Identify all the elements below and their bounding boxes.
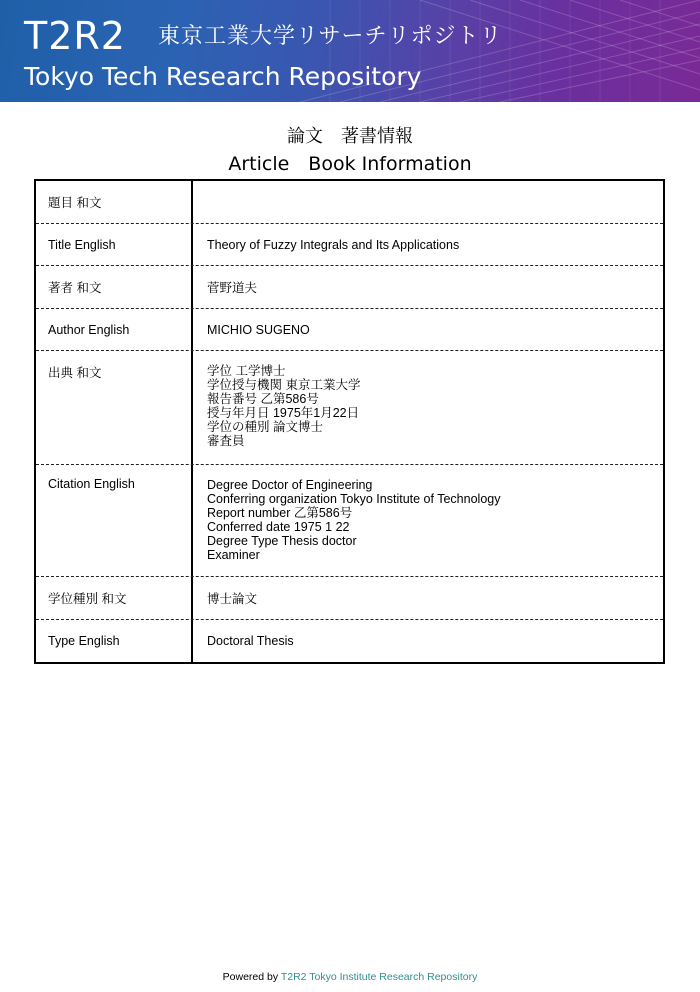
value-line: Degree Type Thesis doctor	[207, 534, 357, 548]
table-row	[36, 224, 663, 266]
row-value	[193, 465, 663, 576]
footer	[0, 970, 700, 984]
row-value	[193, 181, 663, 223]
row-label: 学位種別 和文	[36, 577, 193, 619]
row-value: 菅野道夫	[207, 281, 258, 295]
footer-prefix: Powered by	[222, 971, 281, 983]
value-line: 学位の種別 論文博士	[207, 420, 323, 434]
value-line: Conferred date 1975 1 22	[207, 520, 350, 534]
footer-repository-link[interactable]: T2R2 Tokyo Institute Research Repository	[280, 971, 478, 983]
row-value: Doctoral Thesis	[207, 634, 294, 648]
value-line: 学位 工学博士	[207, 364, 286, 378]
row-label: Citation English	[36, 465, 193, 576]
table-row	[36, 309, 663, 351]
t2r2-logo: T2R2	[24, 14, 126, 58]
value-line: Conferring organization Tokyo Institute of Technology	[207, 492, 501, 506]
page-title-jp: 論文 著書情報	[287, 126, 413, 147]
repository-name-jp: 東京工業大学リサーチリポジトリ	[158, 24, 503, 49]
table-row	[36, 577, 663, 620]
value-line: 学位授与機関 東京工業大学	[207, 378, 361, 392]
row-label: Author English	[36, 309, 193, 350]
table-row	[36, 266, 663, 309]
row-label: 著者 和文	[36, 266, 193, 308]
value-line: Degree Doctor of Engineering	[207, 478, 373, 492]
row-label: 題目 和文	[36, 181, 193, 223]
row-label: 出典 和文	[36, 351, 193, 464]
table-row	[36, 181, 663, 224]
row-value: MICHIO SUGENO	[207, 322, 310, 337]
row-value	[193, 351, 663, 464]
value-line: Report number 乙第586号	[207, 506, 353, 520]
row-label: Title English	[36, 224, 193, 265]
repository-name-en: Tokyo Tech Research Repository	[24, 62, 422, 91]
table-row	[36, 351, 663, 465]
row-value: Theory of Fuzzy Integrals and Its Applications	[207, 237, 460, 252]
row-value: 博士論文	[207, 592, 258, 606]
page-title-en: Article Book Information	[228, 153, 472, 175]
value-line: 授与年月日 1975年1月22日	[207, 406, 360, 420]
value-line: 報告番号 乙第586号	[207, 392, 319, 406]
value-line: Examiner	[207, 548, 260, 562]
row-label: Type English	[36, 620, 193, 662]
header-banner	[0, 0, 700, 102]
table-row	[36, 620, 663, 662]
table-row	[36, 465, 663, 577]
info-table	[34, 179, 665, 664]
value-line: 審査員	[207, 434, 245, 448]
